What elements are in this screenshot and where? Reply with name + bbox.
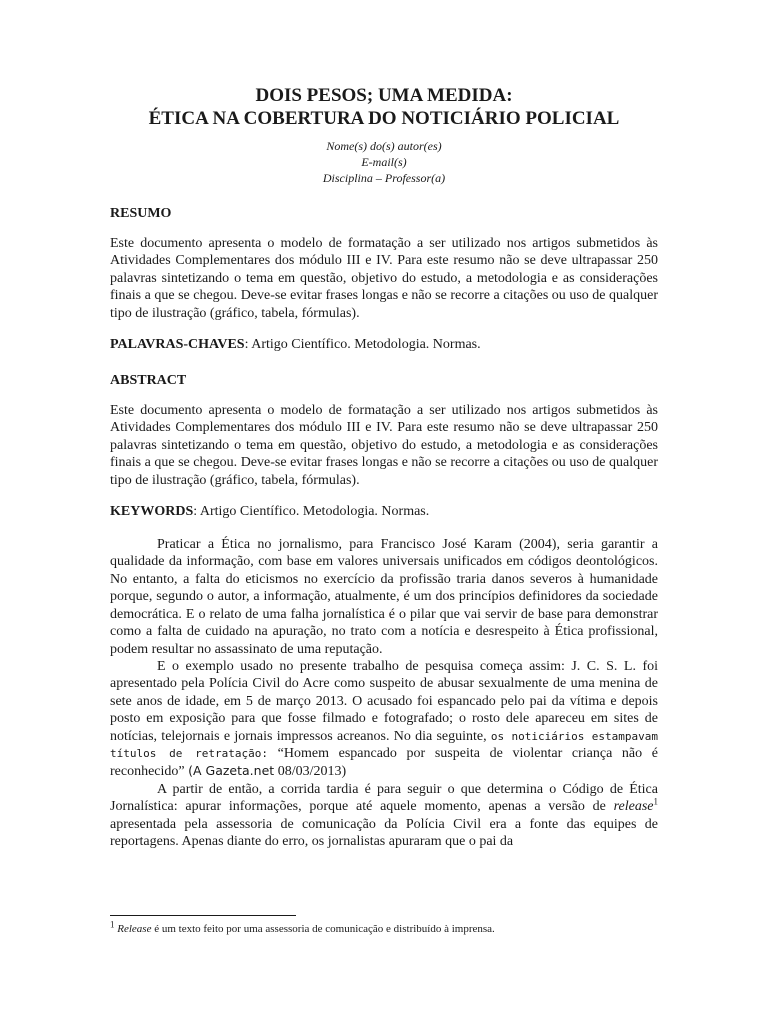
paragraph-3-text-b: apresentada pela assessoria de comunicação da Polícia Civil era a fonte das equipes de reportagens. Apenas diante do erro, os jornalistas apuraram que o pai da — [110, 816, 658, 849]
keywords — [110, 503, 658, 520]
footnote-reference[interactable]: 1 — [653, 796, 658, 807]
palavras-chaves — [110, 336, 658, 353]
keywords-text: : Artigo Científico. Metodologia. Normas. — [193, 504, 430, 520]
author-emails: E-mail(s) — [361, 155, 407, 169]
keywords-label: KEYWORDS — [110, 504, 194, 520]
footnote-number: 1 — [110, 919, 115, 930]
paragraph-2-quote: “Homem espancado por suspeita de violentar criança não é reconhecido” — [110, 745, 658, 780]
resumo-text: Este documento apresenta o modelo de formatação a ser utilizado nos artigos submetidos às Atividades Complementares dos módulo III e IV. Para este resumo não se deve ultrapassar 250 palavras sintetizando o tema em questão, objetivo do estudo, a metodologia e as considerações finais a que se chegou. Deve-se evitar frases longas e não se recorre a citações ou uso de qualquer tipo de ilustração (gráfico, tabela, fórmulas). — [110, 236, 658, 321]
footnote-text: é um texto feito por uma assessoria de comunicação e distribuído à imprensa. — [151, 923, 495, 935]
palavras-chaves-text: : Artigo Científico. Metodologia. Normas. — [244, 337, 481, 353]
title-line-2: ÉTICA NA COBERTURA DO NOTICIÁRIO POLICIAL — [148, 108, 620, 129]
author-block — [110, 138, 658, 186]
body-paragraph-3 — [110, 781, 658, 851]
paragraph-2-text-a: E o exemplo usado no presente trabalho de pesquisa começa assim: J. C. S. L. foi apresentado pela Polícia Civil do Acre como suspeito de abusar sexualmente de uma menina de sete anos de idade, em 5 de março 2013. O acusado foi espancado pelo pai da vítima e depois posto em exposição para que fosse filmado e fotografado; o rosto dele apareceu em sites de notícias, telejornais e jornais impressos acreanos. No dia seguinte, — [110, 658, 658, 744]
paragraph-3-text-a: A partir de então, a corrida tardia é para seguir o que determina o Código de Ética Jornalística: apurar informações, porque até aquele momento, apenas a versão de — [110, 781, 658, 815]
article-title — [110, 84, 658, 130]
paragraph-2-source: (A Gazeta.net — [188, 763, 275, 779]
abstract-text: Este documento apresenta o modelo de formatação a ser utilizado nos artigos submetidos às Atividades Complementares dos módulo III e IV. Para este resumo não se deve ultrapassar 250 palavras sintetizando o tema em questão, objetivo do estudo, a metodologia e as considerações finais a que se chegou. Deve-se evitar frases longas e não se recorre a citações ou uso de qualquer tipo de ilustração (gráfico, tabela, fórmulas). — [110, 403, 658, 488]
author-names: Nome(s) do(s) autor(es) — [326, 139, 442, 153]
article-page — [110, 84, 658, 850]
paragraph-2-date: 08/03/2013) — [274, 764, 347, 780]
body-paragraph-2 — [110, 658, 658, 781]
footnote — [110, 919, 658, 936]
footnote-divider — [110, 915, 296, 916]
abstract-heading: ABSTRACT — [110, 373, 187, 389]
body-paragraph-1: Praticar a Ética no jornalismo, para Francisco José Karam (2004), seria garantir a qualidade da informação, com base em valores universais unificados em códigos deontológicos. No entanto, a falta do eticismos no exercício da profissão traria danos severos à humanidade porque, segundo o autor, a informação, atualmente, é um dos princípios definidores da sociedade democrática. E o relato de uma falha jornalística é o pilar que vai servir de base para demonstrar como a falta de cuidado na apuração, no trato com a notícia e desrespeito à Ética profissional, podem resultar no assassinato de uma reputação. — [110, 537, 658, 657]
footnote-term: Release — [117, 923, 152, 935]
resumo-heading: RESUMO — [110, 206, 172, 221]
release-term: release — [613, 799, 654, 815]
paragraph-2-mono-text: os noticiários estampavam títulos de retratação: — [110, 729, 658, 760]
discipline-professor: Disciplina – Professor(a) — [322, 171, 446, 185]
title-line-1: DOIS PESOS; UMA MEDIDA: — [255, 85, 513, 106]
palavras-chaves-label: PALAVRAS-CHAVES — [110, 337, 245, 353]
